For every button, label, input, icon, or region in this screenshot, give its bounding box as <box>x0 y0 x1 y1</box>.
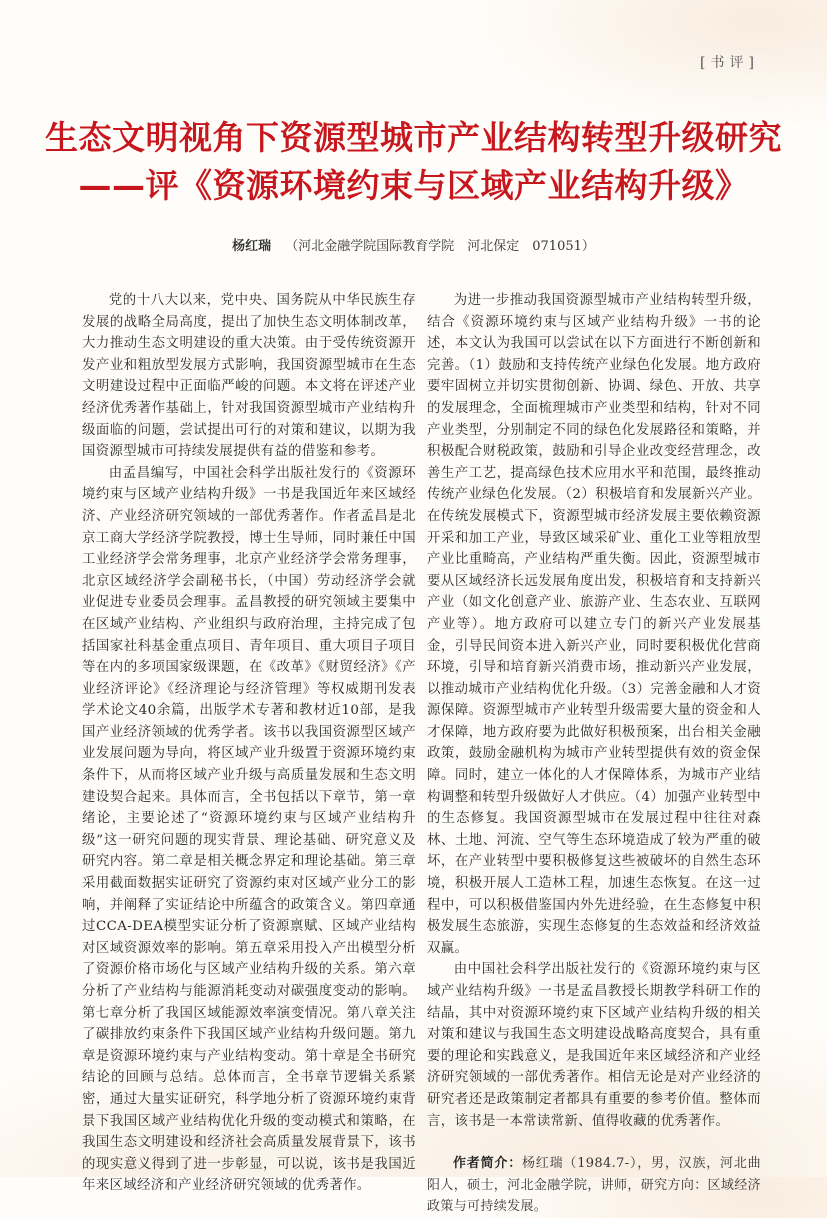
left-column <box>82 290 416 1197</box>
section-tag: [书评] <box>700 55 759 71</box>
paragraph: 为进一步推动我国资源型城市产业结构转型升级，结合《资源环境约束与区域产业结构升级》一书的论述，本文认为我国可以尝试在以下方面进行不断创新和完善。（1）鼓励和支持传统产业绿色化发展。地方政府要牢固树立并切实贯彻创新、协调、绿色、开放、共享的发展理念，全面梳理城市产业类型和结构，针对不同产业类型，分别制定不同的绿色化发展路径和策略，并积极配合财税政策，鼓励和引导企业改变经营理念，改善生产工艺，提高绿色技术应用水平和范围，最终推动传统产业绿色化发展。（2）积极培育和发展新兴产业。在传统发展模式下，资源型城市经济发展主要依赖资源开采和加工产业，导致区域采矿业、重化工业等粗放型产业比重畸高，产业结构严重失衡。因此，资源型城市要从区域经济长远发展角度出发，积极培育和支持新兴产业（如文化创意产业、旅游产业、生态农业、互联网产业等）。地方政府可以建立专门的新兴产业发展基金，引导民间资本进入新兴产业，同时要积极优化营商环境，引导和培育新兴消费市场，推动新兴产业发展，以推动城市产业结构优化升级。（3）完善金融和人才资源保障。资源型城市产业转型升级需要大量的资金和人才保障，地方政府要为此做好积极预案，出台相关金融政策，鼓励金融机构为城市产业转型提供有效的资金保障。同时，建立一体化的人才保障体系，为城市产业结构调整和转型升级做好人才供应。（4）加强产业转型中的生态修复。我国资源型城市在发展过程中往往对森林、土地、河流、空气等生态环境造成了较为严重的破坏，在产业转型中要积极修复这些被破坏的自然生态环境，积极开展人工造林工程，加速生态恢复。在这一过程中，可以积极借鉴国内外先进经验，在生态修复中积极发展生态旅游，实现生态修复的生态效益和经济效益双赢。 <box>427 293 761 956</box>
author-bio-text: 杨红瑞（1984.7-），男，汉族，河北曲阳人，硕士，河北金融学院，讲师，研究方向：区域经济政策与可持续发展。 <box>427 1156 761 1215</box>
author-affiliation: （河北金融学院国际教育学院 河北保定 071051） <box>285 239 595 254</box>
byline <box>0 235 827 254</box>
article-title: 生态文明视角下资源型城市产业结构转型升级研究 <box>45 118 782 157</box>
paragraph: 党的十八大以来，党中央、国务院从中华民族生存发展的战略全局高度，提出了加快生态文明体制改革，大力推动生态文明建设的重大决策。由于受传统资源开发产业和粗放型发展方式影响，我国资源型城市在生态文明建设过程中正面临严峻的问题。本文将在评述产业经济优秀著作基础上，针对我国资源型城市产业结构升级面临的问题，尝试提出可行的对策和建议，以期为我国资源型城市可持续发展提供有益的借鉴和参考。 <box>82 293 416 460</box>
author-bio-label: 作者简介： <box>453 1156 522 1172</box>
author-name: 杨红瑞 <box>232 239 272 254</box>
paragraph: 由中国社会科学出版社发行的《资源环境约束与区域产业结构升级》一书是孟昌教授长期教学科研工作的结晶，其中对资源环境约束下区域产业结构升级的相关对策和建议与我国生态文明建设战略高度契合，具有重要的理论和实践意义，是我国近年来区域经济和产业经济研究领域的一部优秀著作。相信无论是对产业经济的研究者还是政策制定者都具有重要的参考价值。整体而言，该书是一本常读常新、值得收藏的优秀著作。 <box>427 962 761 1129</box>
paragraph: 由孟昌编写，中国社会科学出版社发行的《资源环境约束与区域产业结构升级》一书是我国近年来区域经济、产业经济研究领域的一部优秀著作。作者孟昌是北京工商大学经济学院教授，博士生导师，同时兼任中国工业经济学会常务理事，北京产业经济学会常务理事，北京区域经济学会副秘书长，（中国）劳动经济学会就业促进专业委员会理事。孟昌教授的研究领域主要集中在区域产业结构、产业组织与政府治理，主持完成了包括国家社科基金重点项目、青年项目、重大项目子项目等在内的多项国家级课题，在《改革》《财贸经济》《产业经济评论》《经济理论与经济管理》等权威期刊发表学术论文40余篇，出版学术专著和教材近10部，是我国产业经济领域的优秀学者。该书以我国资源型区域产业发展问题为导向，将区域产业升级置于资源环境约束条件下，从而将区域产业升级与高质量发展和生态文明建设契合起来。具体而言，全书包括以下章节，第一章绪论，主要论述了“资源环境约束与区域产业结构升级”这一研究问题的现实背景、理论基础、研究意义及研究内容。第二章是相关概念界定和理论基础。第三章采用截面数据实证研究了资源约束对区域产业分工的影响，并阐释了实证结论中所蕴含的政策含义。第四章通过CCA-DEA模型实证分析了资源禀赋、区域产业结构对区域资源效率的影响。第五章采用投入产出模型分析了资源价格市场化与区域产业结构升级的关系。第六章分析了产业结构与能源消耗变动对碳强度变动的影响。第七章分析了我国区域能源效率演变情况。第八章关注了碳排放约束条件下我国区域产业结构升级问题。第九章是资源环境约束与产业结构变动。第十章是全书研究结论的回顾与总结。总体而言，全书章节逻辑关系紧密，通过大量实证研究，科学地分析了资源环境约束背景下我国区域产业结构优化升级的变动模式和策略，在我国生态文明建设和经济社会高质量发展背景下，该书的现实意义得到了进一步彰显，可以说，该书是我国近年来区域经济和产业经济研究领域的优秀著作。 <box>82 465 416 1194</box>
right-column <box>427 290 761 1218</box>
author-bio <box>427 1153 761 1218</box>
article-subtitle: ——评《资源环境约束与区域产业结构升级》 <box>78 166 749 205</box>
